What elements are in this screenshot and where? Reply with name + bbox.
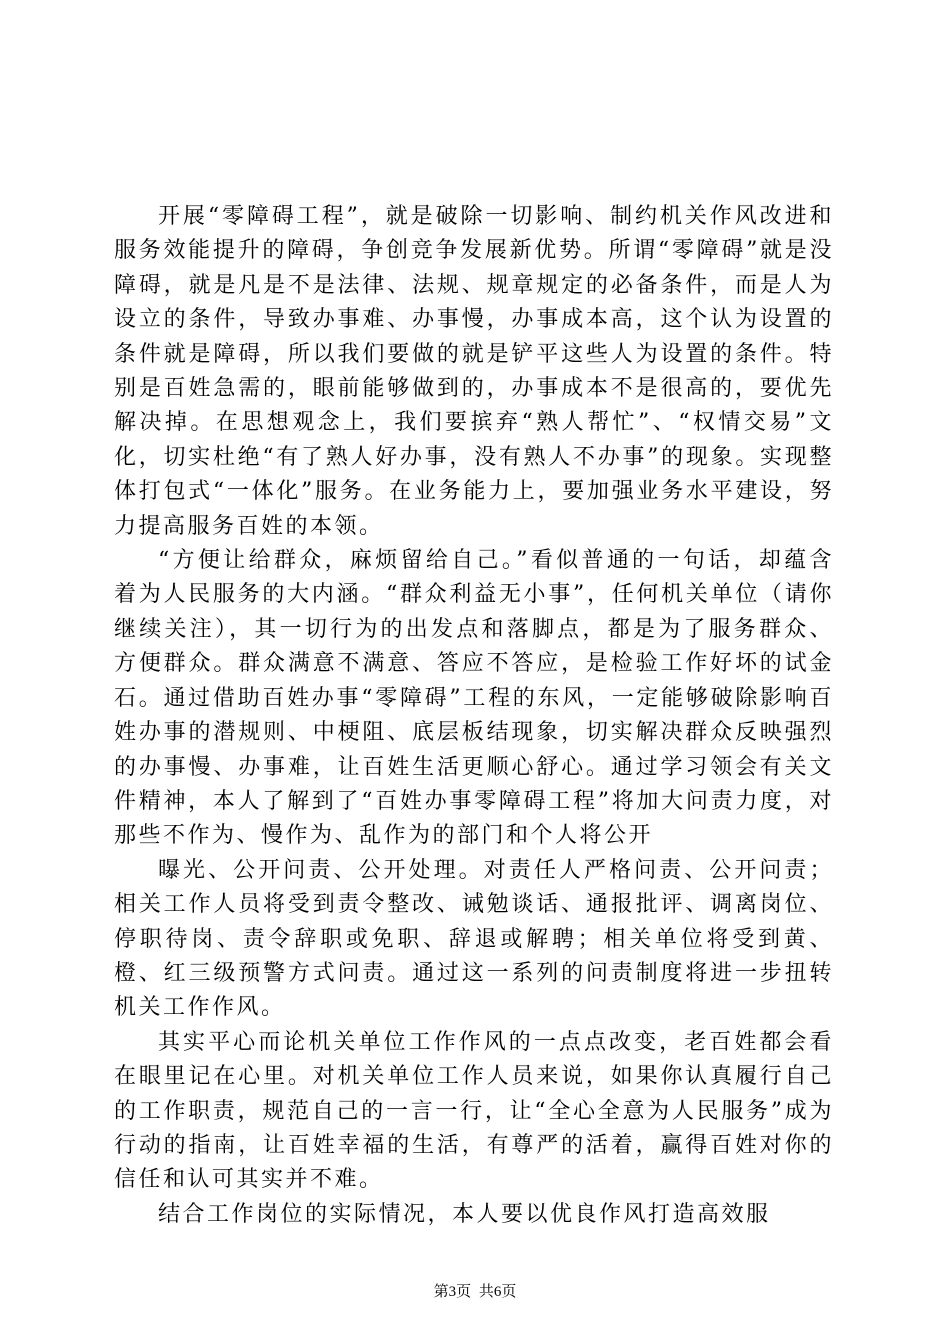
current-page-number: 第3页: [433, 1284, 472, 1300]
paragraph-3: 曝光、公开问责、公开处理。对责任人严格问责、公开问责；相关工作人员将受到责令整改、诫勉谈话、通报批评、调离岗位、停职待岗、责令辞职或免职、辞退或解聘；相关单位将受到黄、橙、红三级预警方式问责。通过这一系列的问责制度将进一步扭转机关工作作风。: [114, 857, 834, 1021]
total-page-count: 共6页: [478, 1284, 517, 1300]
document-body: [114, 200, 834, 1232]
paragraph-4: 其实平心而论机关单位工作作风的一点点改变，老百姓都会看在眼里记在心里。对机关单位工作人员来说，如果你认真履行自己的工作职责，规范自己的一言一行，让“全心全意为人民服务”成为行动的指南，让百姓幸福的生活，有尊严的活着，赢得百姓对你的信任和认可其实并不难。: [114, 1029, 834, 1193]
paragraph-1: 开展“零障碍工程”，就是破除一切影响、制约机关作风改进和服务效能提升的障碍，争创竞争发展新优势。所谓“零障碍”就是没障碍，就是凡是不是法律、法规、规章规定的必备条件，而是人为设立的条件，导致办事难、办事慢，办事成本高，这个认为设置的条件就是障碍，所以我们要做的就是铲平这些人为设置的条件。特别是百姓急需的，眼前能够做到的，办事成本不是很高的，要优先解决掉。在思想观念上，我们要摈弃“熟人帮忙”、“权情交易”文化，切实杜绝“有了熟人好办事，没有熟人不办事”的现象。实现整体打包式“一体化”服务。在业务能力上，要加强业务水平建设，努力提高服务百姓的本领。: [114, 204, 834, 539]
page-footer: [0, 1282, 950, 1302]
paragraph-5: 结合工作岗位的实际情况，本人要以优良作风打造高效服: [158, 1201, 771, 1227]
paragraph-2: “方便让给群众，麻烦留给自己。”看似普通的一句话，却蕴含着为人民服务的大内涵。“群众利益无小事”，任何机关单位（请你继续关注），其一切行为的出发点和落脚点，都是为了服务群众、方便群众。群众满意不满意、答应不答应，是检验工作好坏的试金石。通过借助百姓办事“零障碍”工程的东风，一定能够破除影响百姓办事的潜规则、中梗阻、底层板结现象，切实解决群众反映强烈的办事慢、办事难，让百姓生活更顺心舒心。通过学习领会有关文件精神，本人了解到了“百姓办事零障碍工程”将加大问责力度，对那些不作为、慢作为、乱作为的部门和个人将公开: [114, 548, 834, 849]
